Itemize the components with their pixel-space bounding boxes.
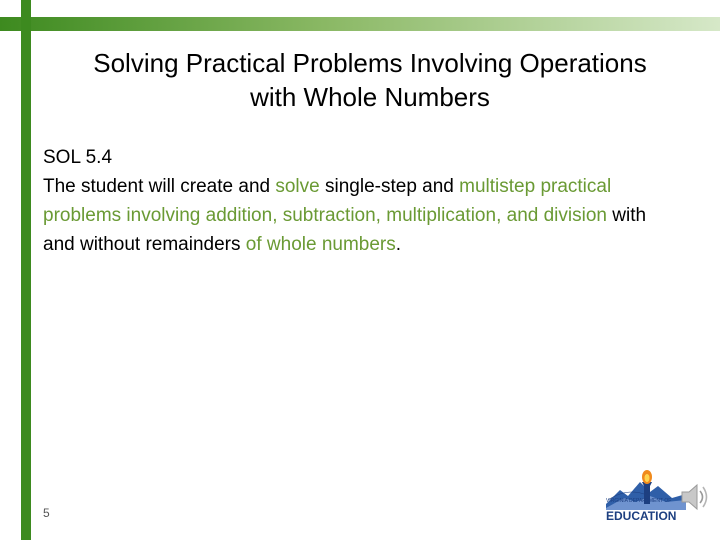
body-segment: . <box>395 234 402 255</box>
left-accent-bar <box>21 0 31 540</box>
sol-description <box>43 172 683 259</box>
page-number: 5 <box>43 506 50 520</box>
slide-title <box>40 46 700 114</box>
logo-bottom-text: EDUCATION <box>606 509 677 523</box>
top-accent-bar <box>0 17 720 31</box>
title-line-2: with Whole Numbers <box>250 82 490 112</box>
body-segment: with and without remainders <box>43 205 647 255</box>
sol-label: SOL 5.4 <box>43 147 113 168</box>
body-segment-highlight: of whole numbers <box>245 234 396 255</box>
slide-body <box>43 143 683 259</box>
title-line-1: Solving Practical Problems Involving Operations <box>93 48 647 78</box>
body-segment: single-step and <box>319 176 460 197</box>
body-segment-highlight: solve <box>275 176 320 197</box>
speaker-icon[interactable] <box>680 480 710 514</box>
body-segment: The student will create and <box>43 176 276 197</box>
body-segment-highlight: multistep practical problems involving addition, subtraction, multiplication, and division <box>43 176 612 226</box>
logo-top-text: VIRGINIA DEPARTMENT OF <box>606 498 672 504</box>
